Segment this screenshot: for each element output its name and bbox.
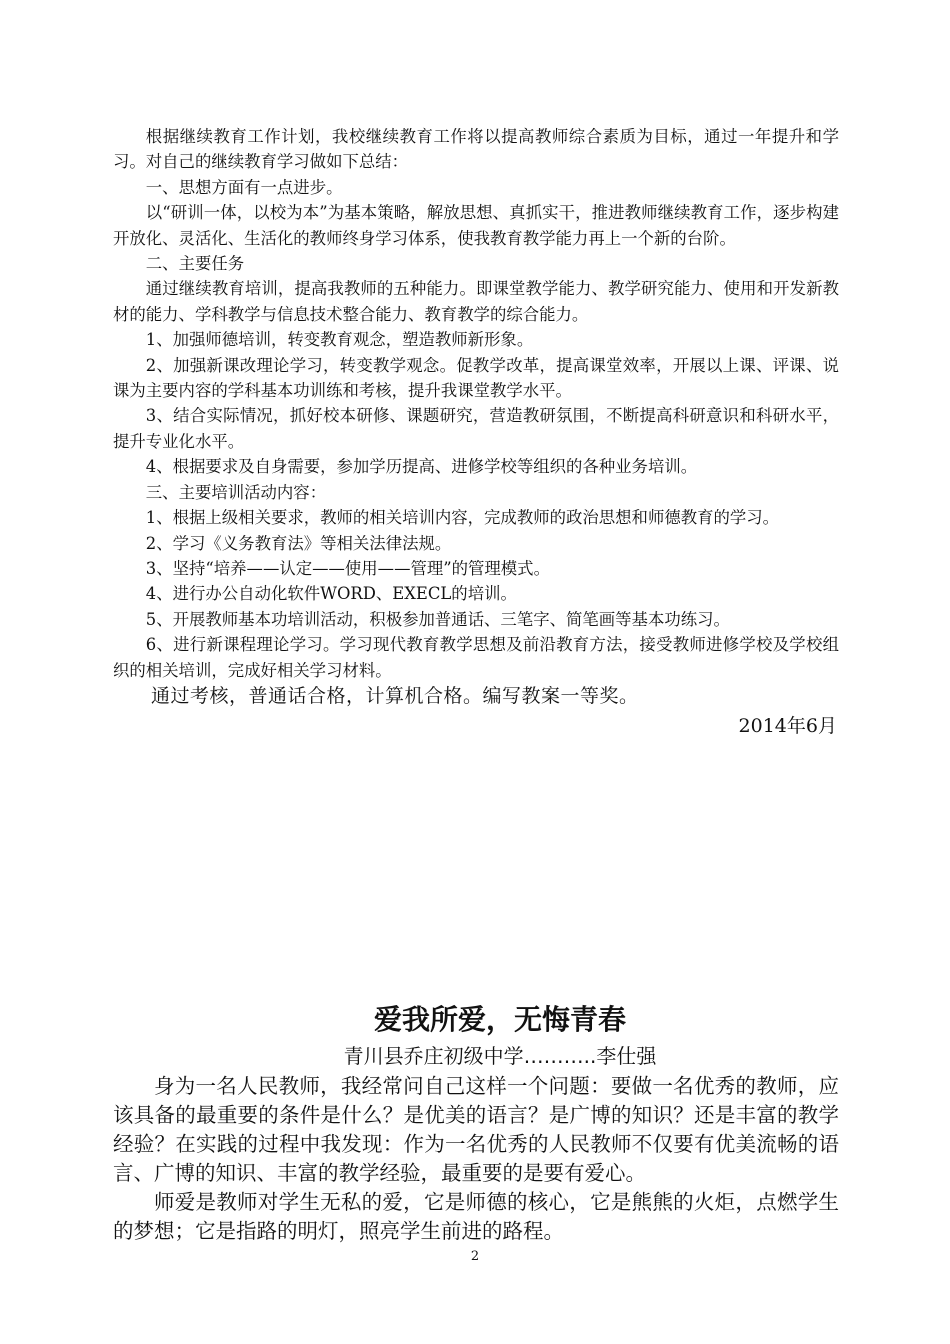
heading-main-tasks: 二、主要任务 [145, 254, 245, 274]
date: 2014年6月 [738, 714, 837, 737]
paragraph: 通过继续教育培训，提高我教师的五种能力。即课堂教学能力、教学研究能力、使用和开发新教材的能力、学科教学与信息技术整合能力、教育教学的综合能力。 [113, 279, 839, 324]
list-item: 4、根据要求及自身需要，参加学历提高、进修学校等组织的各种业务培训。 [145, 457, 698, 477]
summary-section [113, 124, 839, 741]
author-byline: 青川县乔庄初级中学………..李仕强 [343, 1044, 657, 1068]
essay-section [113, 1072, 839, 1246]
list-item: 1、加强师德培训，转变教育观念，塑造教师新形象。 [145, 330, 534, 350]
page-number: 2 [470, 1249, 480, 1264]
heading-training-activities: 三、主要培训活动内容： [145, 482, 327, 502]
list-item: 6、进行新课程理论学习。学习现代教育教学思想及前沿教育方法，接受教师进修学校及学校组织的相关培训，完成好相关学习材料。 [113, 635, 839, 680]
list-item: 4、进行办公自动化软件WORD、EXECL的培训。 [145, 584, 517, 604]
list-item: 3、坚持“培养——认定——使用——管理”的管理模式。 [145, 558, 550, 578]
list-item: 1、根据上级相关要求，教师的相关培训内容，完成教师的政治思想和师德教育的学习。 [145, 508, 780, 528]
list-item: 2、加强新课改理论学习，转变教学观念。促教学改革，提高课堂效率，开展以上课、评课、说课为主要内容的学科基本功训练和考核，提升我课堂教学水平。 [113, 355, 839, 401]
paragraph: 以“研训一体，以校为本”为基本策略，解放思想、真抓实干，推进教师继续教育工作，逐步构建开放化、灵活化、生活化的教师终身学习体系，使我教育教学能力再上一个新的台阶。 [113, 203, 839, 248]
paragraph: 师爱是教师对学生无私的爱，它是师德的核心，它是熊熊的火炬，点燃学生的梦想；它是指路的明灯，照亮学生前进的路程。 [113, 1190, 839, 1243]
heading-thought: 一、思想方面有一点进步。 [145, 177, 343, 197]
list-item: 5、开展教师基本功培训活动，积极参加普通话、三笔字、简笔画等基本功练习。 [145, 609, 730, 629]
closing-statement: 通过考核，普通话合格，计算机合格。编写教案一等奖。 [151, 684, 639, 707]
paragraph: 身为一名人民教师，我经常问自己这样一个问题：要做一名优秀的教师，应该具备的最重要的条件是什么？是优美的语言？是广博的知识？还是丰富的教学经验？在实践的过程中我发现：作为一名优秀的人民教师不仅要有优美流畅的语言、广博的知识、丰富的教学经验，最重要的是要有爱心。 [113, 1074, 839, 1185]
list-item: 3、结合实际情况，抓好校本研修、课题研究，营造教研氛围，不断提高科研意识和科研水平，提升专业化水平。 [113, 406, 839, 451]
paragraph: 根据继续教育工作计划，我校继续教育工作将以提高教师综合素质为目标，通过一年提升和学习。对自己的继续教育学习做如下总结： [113, 127, 839, 172]
list-item: 2、学习《义务教育法》等相关法律法规。 [145, 533, 452, 553]
essay-title: 爱我所爱，无悔青春 [373, 1003, 626, 1036]
